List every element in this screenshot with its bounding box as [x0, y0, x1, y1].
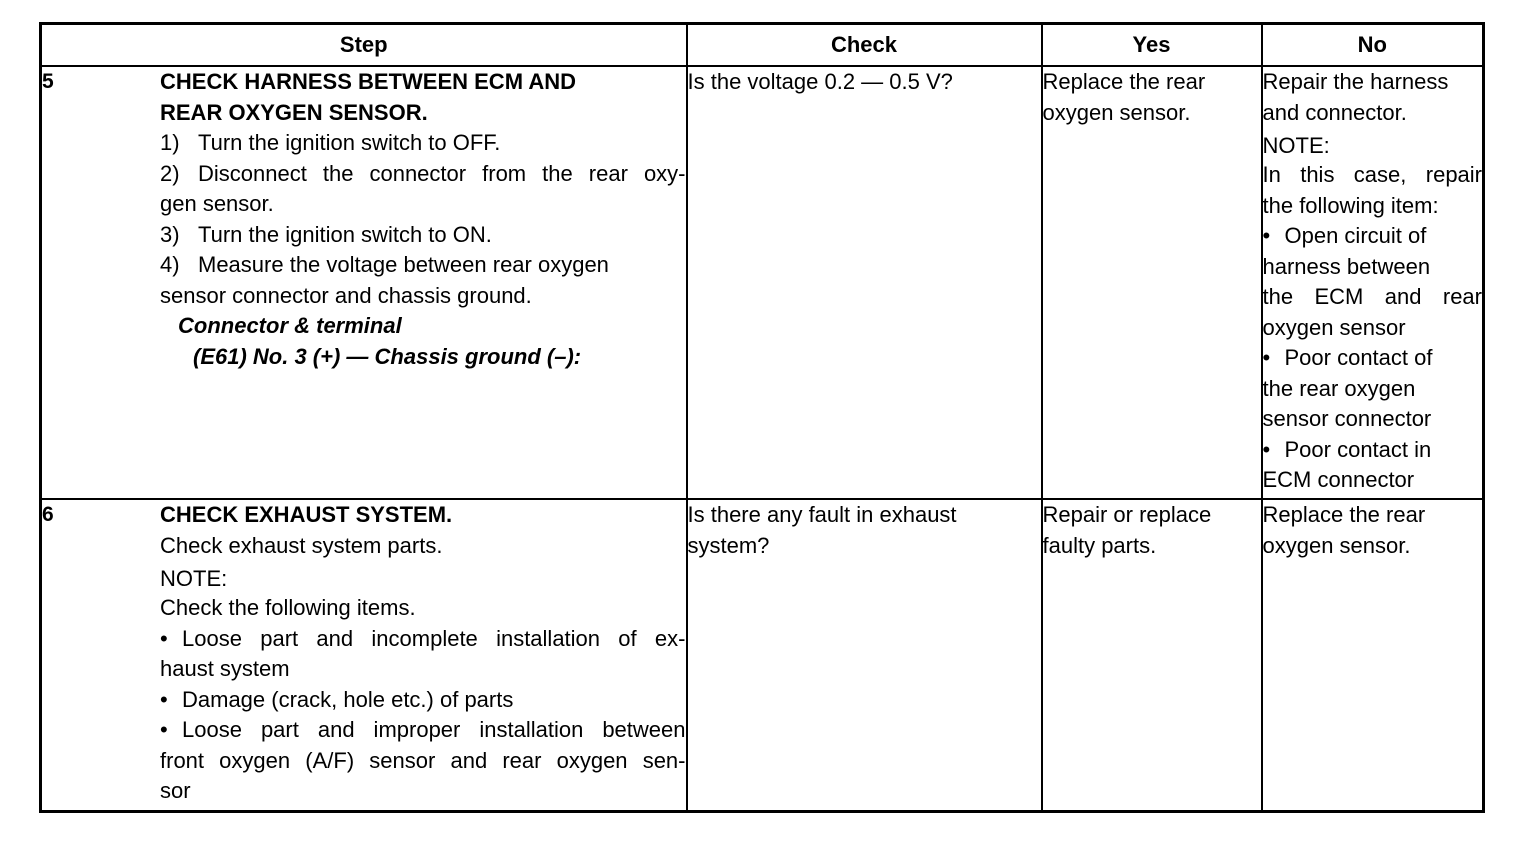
- yes-text-cont: oxygen sensor.: [1042, 99, 1191, 125]
- yes-cell: [1042, 66, 1262, 499]
- header-no: No: [1262, 24, 1484, 67]
- check-text: Is the voltage 0.2 — 0.5 V?: [687, 69, 953, 94]
- procedure-item: 3) Turn the ignition switch to ON.: [160, 221, 492, 247]
- procedure-item: 2) Disconnect the connector from the rear oxy-: [160, 160, 686, 186]
- table-header-row: [41, 24, 1484, 67]
- check-cell: [687, 499, 1042, 812]
- yes-cell: [1042, 499, 1262, 812]
- no-bullet-cont: sensor connector: [1262, 406, 1432, 431]
- procedure-item: 1) Turn the ignition switch to OFF.: [160, 130, 501, 155]
- note-text: Check the following items.: [160, 595, 416, 620]
- table-row: [41, 499, 1484, 812]
- step-title: CHECK HARNESS BETWEEN ECM AND: [160, 69, 576, 94]
- no-bullet-cont: ECM connector: [1262, 467, 1415, 492]
- check-cell: [687, 66, 1042, 499]
- no-bullet-item: • Poor contact in: [1263, 435, 1483, 466]
- note-bullet-cont: front oxygen (A/F) sensor and rear oxygen sen-: [160, 747, 686, 773]
- header-step: Step: [41, 24, 687, 67]
- no-note-text: In this case, repair: [1262, 162, 1482, 187]
- note-bullet-item: • Loose part and incomplete installation of ex-: [160, 624, 686, 655]
- no-bullet-cont: the ECM and rear: [1262, 284, 1482, 309]
- header-check: Check: [687, 24, 1042, 67]
- note-bullet-cont: haust system: [160, 656, 290, 681]
- procedure-item-cont: gen sensor.: [160, 191, 274, 216]
- no-bullet-cont: harness between: [1262, 253, 1431, 279]
- note-bullet-item: • Damage (crack, hole etc.) of parts: [160, 685, 686, 716]
- no-text: Repair the harness: [1262, 69, 1449, 94]
- note-bullet-cont: sor: [160, 778, 191, 803]
- no-bullet-cont: oxygen sensor: [1262, 314, 1406, 340]
- yes-text: Replace the rear: [1042, 69, 1206, 94]
- no-cell: [1262, 499, 1484, 812]
- connector-value: (E61) No. 3 (+) — Chassis ground (–):: [193, 343, 582, 369]
- no-note-text-cont: the following item:: [1262, 192, 1439, 218]
- no-bullet-item: • Poor contact of: [1263, 343, 1483, 374]
- diagnostic-table: [39, 22, 1485, 813]
- no-text-cont: and connector.: [1262, 99, 1407, 125]
- no-note-label: NOTE:: [1262, 133, 1330, 158]
- procedure-item: 4) Measure the voltage between rear oxygen: [160, 252, 609, 277]
- procedure-item-cont: sensor connector and chassis ground.: [160, 282, 532, 308]
- no-bullet-item: • Open circuit of: [1263, 221, 1483, 252]
- note-label: NOTE:: [160, 566, 228, 591]
- step-cell: [41, 66, 687, 499]
- no-text-cont: oxygen sensor.: [1262, 532, 1411, 558]
- step-title-cont: REAR OXYGEN SENSOR.: [160, 99, 428, 125]
- check-text: Is there any fault in exhaust: [687, 502, 957, 527]
- no-cell: [1262, 66, 1484, 499]
- header-yes: Yes: [1042, 24, 1262, 67]
- table-row: [41, 66, 1484, 499]
- no-bullet-cont: the rear oxygen: [1262, 375, 1416, 401]
- note-bullet-item: • Loose part and improper installation between: [160, 715, 686, 746]
- yes-text: Repair or replace: [1042, 502, 1212, 527]
- yes-text-cont: faulty parts.: [1042, 532, 1157, 558]
- step-number: 6: [42, 503, 54, 526]
- connector-label: Connector & terminal: [178, 313, 402, 338]
- no-text: Replace the rear: [1262, 502, 1426, 527]
- step-number: 5: [42, 70, 54, 93]
- check-text-cont: system?: [687, 532, 770, 558]
- step-title: CHECK EXHAUST SYSTEM.: [160, 502, 453, 527]
- step-cell: [41, 499, 687, 812]
- step-text: Check exhaust system parts.: [160, 532, 443, 558]
